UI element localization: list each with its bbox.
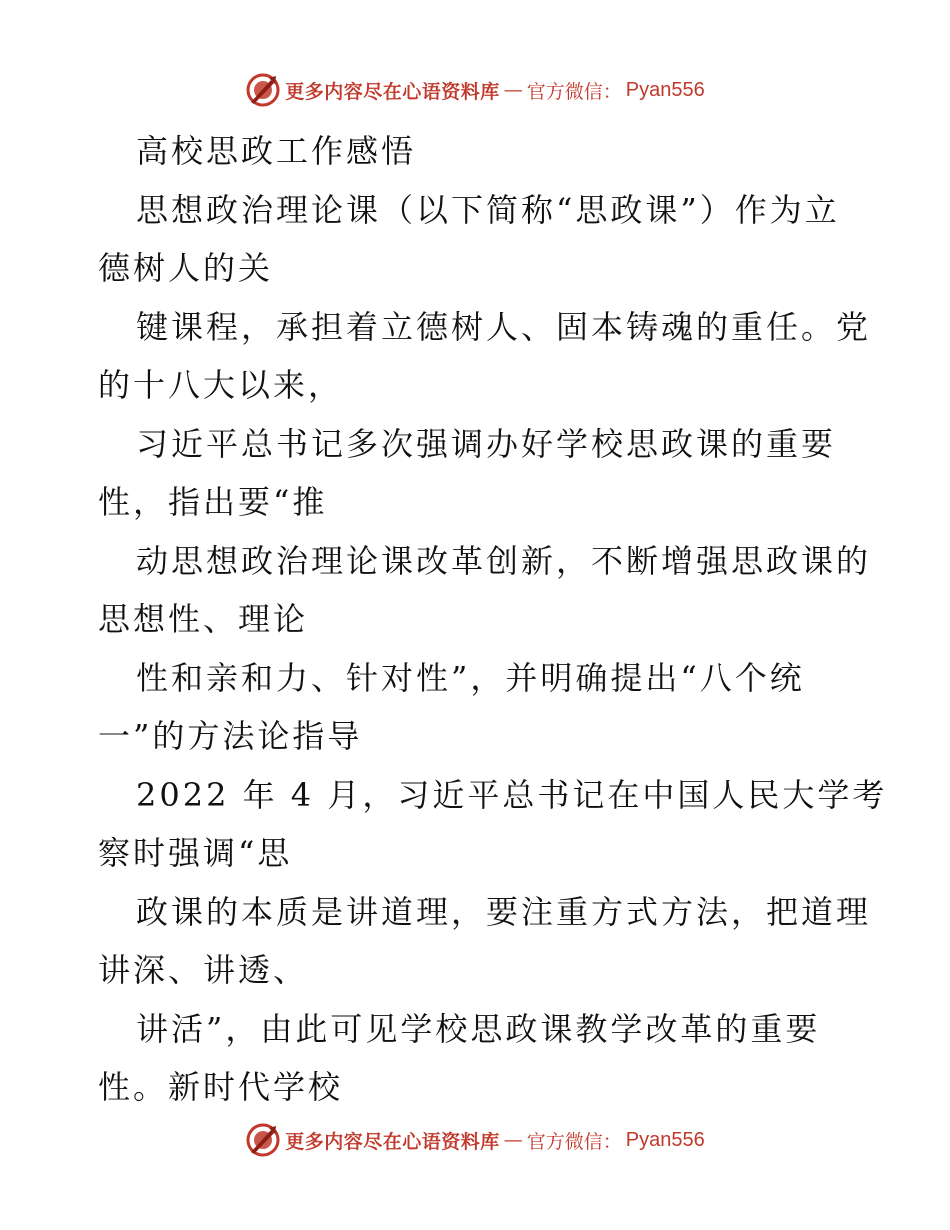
footer-banner[interactable] (0, 1120, 950, 1160)
paragraph-line: 思想性、理论 (98, 600, 309, 638)
paragraph-line: 习近平总书记多次强调办好学校思政课的重要 (136, 424, 837, 463)
paragraph-line: 讲深、讲透、 (98, 951, 309, 989)
document-title: 高校思政工作感悟 (136, 132, 417, 170)
paragraph-line: 思想政治理论课（以下简称“思政课”）作为立 (136, 190, 840, 229)
paragraph-line: 性，指出要“推 (98, 483, 328, 521)
paragraph-line: 动思想政治理论课改革创新，不断增强思政课的 (136, 541, 872, 580)
paragraph-line: 政课的本质是讲道理，要注重方式方法，把道理 (136, 892, 872, 931)
document-body (98, 122, 888, 1117)
paragraph-line: 的十八大以来， (98, 366, 344, 404)
paragraph-line: 德树人的关 (98, 249, 274, 287)
quill-badge-icon (245, 1122, 281, 1158)
header-banner[interactable] (0, 70, 950, 110)
paragraph-line: 性。新时代学校 (98, 1068, 344, 1106)
promo-text: 更多内容尽在心语资料库 (285, 1130, 500, 1153)
wechat-id: Pyan556 (625, 1128, 705, 1151)
wechat-label: 官方微信： (526, 1130, 622, 1153)
paragraph-line: 察时强调“思 (98, 834, 293, 872)
promo-text: 更多内容尽在心语资料库 (285, 80, 500, 103)
wechat-label: 官方微信： (526, 80, 622, 103)
paragraph-line: 键课程，承担着立德树人、固本铸魂的重任。党 (136, 307, 872, 346)
paragraph-line: 讲活”，由此可见学校思政课教学改革的重要 (136, 1009, 821, 1048)
banner-separator: — (503, 1129, 523, 1151)
paragraph-line: 一”的方法论指导 (98, 717, 363, 755)
paragraph-line: 2022 年 4 月，习近平总书记在中国人民大学考 (136, 775, 888, 814)
paragraph-line: 性和亲和力、针对性”，并明确提出“八个统 (136, 658, 805, 697)
wechat-id: Pyan556 (625, 78, 705, 101)
quill-badge-icon (245, 72, 281, 108)
banner-separator: — (503, 79, 523, 101)
